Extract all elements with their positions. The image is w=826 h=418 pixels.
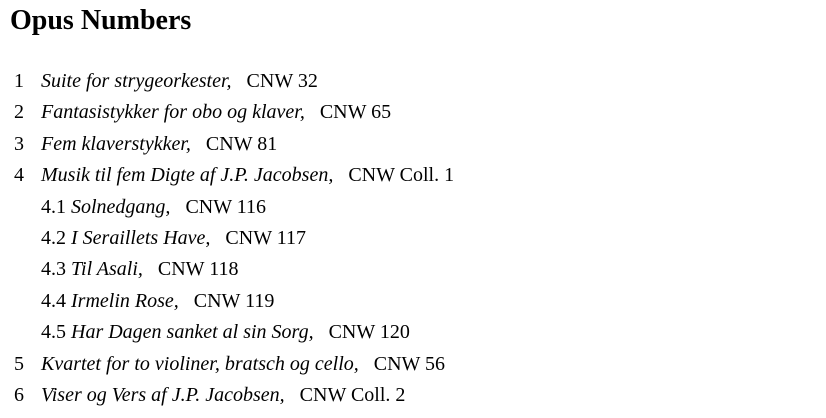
work-title: Fantasistykker for obo og klaver, — [41, 101, 305, 124]
work-title: Til Asali, — [71, 258, 143, 281]
cnw-number: CNW 118 — [157, 258, 239, 281]
work-title: Fem klaverstykker, — [41, 132, 191, 155]
sub-item-number: 4.1 — [41, 195, 66, 218]
sub-item-number: 4.4 — [41, 289, 66, 312]
cnw-number: CNW Coll. 2 — [299, 383, 406, 406]
work-title: Suite for strygeorkester, — [41, 70, 232, 92]
cnw-number: CNW 56 — [373, 352, 446, 375]
work-title: I Seraillets Have, — [71, 226, 211, 249]
cnw-number: CNW 119 — [193, 289, 275, 312]
work-title: Viser og Vers af J.P. Jacobsen, — [41, 383, 285, 406]
work-title: Har Dagen sanket al sin Sorg, — [71, 321, 314, 344]
work-title: Irmelin Rose, — [71, 289, 179, 312]
cnw-number: CNW 81 — [205, 132, 278, 155]
cnw-number: CNW 117 — [225, 226, 306, 249]
work-title: Musik til fem Digte af J.P. Jacobsen, — [41, 164, 334, 187]
work-title: Kvartet for to violiner, bratsch og cello, — [41, 352, 359, 375]
cnw-number: CNW 32 — [246, 70, 318, 92]
work-title: Solnedgang, — [71, 195, 171, 218]
item-number: 2 — [14, 101, 24, 124]
cnw-number: CNW 120 — [328, 321, 410, 344]
cnw-number: CNW 65 — [319, 101, 392, 124]
sub-item-number: 4.3 — [41, 258, 66, 281]
sub-item-number: 4.5 — [41, 321, 66, 344]
cnw-number: CNW Coll. 1 — [348, 164, 455, 187]
item-number: 3 — [14, 132, 24, 155]
item-number: 1 — [14, 70, 24, 92]
item-number: 5 — [14, 352, 24, 375]
item-number: 6 — [14, 383, 24, 406]
page-title: Opus Numbers — [10, 5, 192, 36]
cnw-number: CNW 116 — [185, 195, 266, 218]
item-number: 4 — [14, 164, 24, 187]
sub-item-number: 4.2 — [41, 226, 66, 249]
